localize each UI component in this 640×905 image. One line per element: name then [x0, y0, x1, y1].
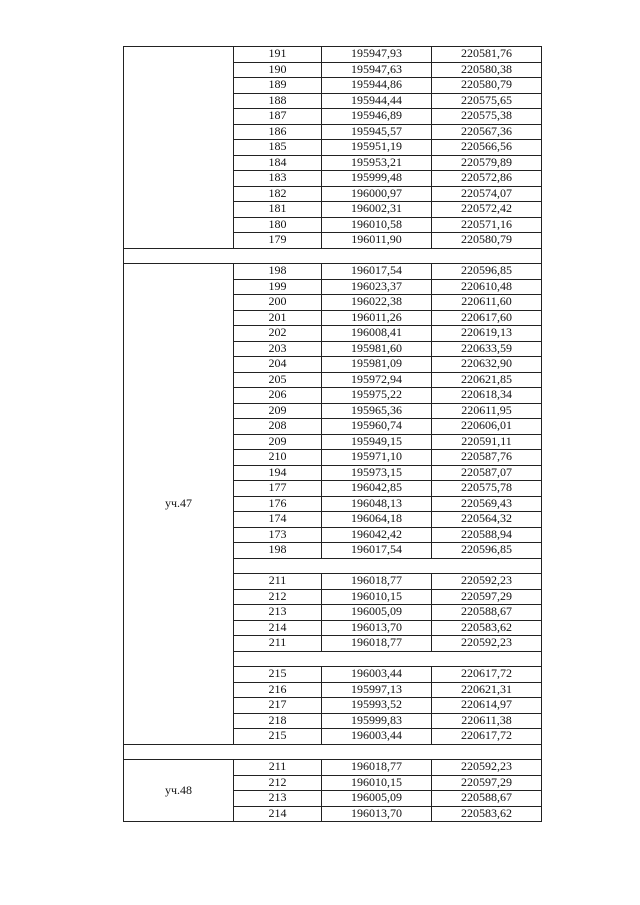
coord-x-cell: 195999,83	[322, 713, 432, 729]
point-number-cell: 206	[234, 388, 322, 404]
point-number-cell: 198	[234, 543, 322, 559]
coord-x-cell: 195975,22	[322, 388, 432, 404]
point-number-cell: 213	[234, 605, 322, 621]
section-label	[124, 47, 234, 249]
coord-y-cell: 220583,62	[432, 806, 542, 822]
point-number-cell: 201	[234, 310, 322, 326]
coord-y-cell: 220597,29	[432, 775, 542, 791]
point-number-cell: 198	[234, 264, 322, 280]
coord-x-cell: 196042,85	[322, 481, 432, 497]
point-number-cell: 215	[234, 667, 322, 683]
coord-y-cell: 220610,48	[432, 279, 542, 295]
coord-y-cell: 220632,90	[432, 357, 542, 373]
point-number-cell: 187	[234, 109, 322, 125]
coord-x-cell: 196048,13	[322, 496, 432, 512]
coord-x-cell: 195971,10	[322, 450, 432, 466]
table-row	[124, 47, 542, 63]
coord-x-cell: 195960,74	[322, 419, 432, 435]
coord-x-cell: 196010,58	[322, 217, 432, 233]
point-number-cell: 188	[234, 93, 322, 109]
blank-cell	[234, 558, 542, 574]
coord-x-cell: 196018,77	[322, 574, 432, 590]
point-number-cell: 211	[234, 636, 322, 652]
coord-y-cell: 220621,85	[432, 372, 542, 388]
table-row	[124, 760, 542, 776]
coord-y-cell: 220596,85	[432, 264, 542, 280]
coord-x-cell: 196011,90	[322, 233, 432, 249]
coord-x-cell: 196023,37	[322, 279, 432, 295]
coord-y-cell: 220564,32	[432, 512, 542, 528]
coord-y-cell: 220592,23	[432, 574, 542, 590]
coord-x-cell: 196002,31	[322, 202, 432, 218]
coord-y-cell: 220572,42	[432, 202, 542, 218]
point-number-cell: 177	[234, 481, 322, 497]
coord-x-cell: 195965,36	[322, 403, 432, 419]
point-number-cell: 203	[234, 341, 322, 357]
coord-y-cell: 220611,60	[432, 295, 542, 311]
coord-x-cell: 195997,13	[322, 682, 432, 698]
coord-y-cell: 220606,01	[432, 419, 542, 435]
coord-x-cell: 195981,60	[322, 341, 432, 357]
coord-x-cell: 196018,77	[322, 636, 432, 652]
coord-y-cell: 220596,85	[432, 543, 542, 559]
coord-y-cell: 220575,65	[432, 93, 542, 109]
coord-y-cell: 220580,79	[432, 233, 542, 249]
coord-y-cell: 220581,76	[432, 47, 542, 63]
coord-x-cell: 195945,57	[322, 124, 432, 140]
coord-y-cell: 220566,56	[432, 140, 542, 156]
coord-y-cell: 220583,62	[432, 620, 542, 636]
coord-y-cell: 220618,34	[432, 388, 542, 404]
coord-y-cell: 220617,72	[432, 667, 542, 683]
coord-x-cell: 196022,38	[322, 295, 432, 311]
point-number-cell: 173	[234, 527, 322, 543]
coord-y-cell: 220611,95	[432, 403, 542, 419]
coord-x-cell: 196010,15	[322, 589, 432, 605]
coord-y-cell: 220569,43	[432, 496, 542, 512]
point-number-cell: 211	[234, 574, 322, 590]
coord-y-cell: 220619,13	[432, 326, 542, 342]
blank-cell	[124, 248, 542, 264]
point-number-cell: 213	[234, 791, 322, 807]
coord-x-cell: 196000,97	[322, 186, 432, 202]
coord-x-cell: 195993,52	[322, 698, 432, 714]
point-number-cell: 209	[234, 403, 322, 419]
coord-x-cell: 195946,89	[322, 109, 432, 125]
coord-y-cell: 220611,38	[432, 713, 542, 729]
point-number-cell: 217	[234, 698, 322, 714]
coord-y-cell: 220614,97	[432, 698, 542, 714]
point-number-cell: 189	[234, 78, 322, 94]
point-number-cell: 214	[234, 806, 322, 822]
point-number-cell: 216	[234, 682, 322, 698]
section-separator-row	[124, 248, 542, 264]
coord-y-cell: 220574,07	[432, 186, 542, 202]
section-label: уч.48	[124, 760, 234, 822]
coord-y-cell: 220617,72	[432, 729, 542, 745]
coord-x-cell: 196017,54	[322, 543, 432, 559]
section-separator-row	[124, 744, 542, 760]
point-number-cell: 184	[234, 155, 322, 171]
coord-x-cell: 195972,94	[322, 372, 432, 388]
point-number-cell: 212	[234, 775, 322, 791]
point-number-cell: 209	[234, 434, 322, 450]
coord-y-cell: 220617,60	[432, 310, 542, 326]
coord-x-cell: 196005,09	[322, 791, 432, 807]
coord-x-cell: 195947,63	[322, 62, 432, 78]
point-number-cell: 191	[234, 47, 322, 63]
point-number-cell: 199	[234, 279, 322, 295]
point-number-cell: 186	[234, 124, 322, 140]
coord-x-cell: 196013,70	[322, 620, 432, 636]
point-number-cell: 200	[234, 295, 322, 311]
coord-x-cell: 196017,54	[322, 264, 432, 280]
coord-y-cell: 220633,59	[432, 341, 542, 357]
point-number-cell: 210	[234, 450, 322, 466]
coord-y-cell: 220580,79	[432, 78, 542, 94]
coord-y-cell: 220592,23	[432, 636, 542, 652]
blank-cell	[124, 744, 542, 760]
point-number-cell: 190	[234, 62, 322, 78]
coord-y-cell: 220621,31	[432, 682, 542, 698]
point-number-cell: 176	[234, 496, 322, 512]
coord-x-cell: 195947,93	[322, 47, 432, 63]
point-number-cell: 179	[234, 233, 322, 249]
coord-x-cell: 196010,15	[322, 775, 432, 791]
coord-x-cell: 195944,86	[322, 78, 432, 94]
coord-x-cell: 196064,18	[322, 512, 432, 528]
section-label: уч.47	[124, 264, 234, 745]
coord-x-cell: 195951,19	[322, 140, 432, 156]
point-number-cell: 183	[234, 171, 322, 187]
coord-x-cell: 196013,70	[322, 806, 432, 822]
coord-y-cell: 220579,89	[432, 155, 542, 171]
coord-x-cell: 195981,09	[322, 357, 432, 373]
point-number-cell: 174	[234, 512, 322, 528]
coord-x-cell: 196018,77	[322, 760, 432, 776]
point-number-cell: 211	[234, 760, 322, 776]
coord-x-cell: 195949,15	[322, 434, 432, 450]
coord-y-cell: 220588,94	[432, 527, 542, 543]
coord-y-cell: 220588,67	[432, 791, 542, 807]
coord-y-cell: 220567,36	[432, 124, 542, 140]
coord-y-cell: 220575,38	[432, 109, 542, 125]
point-number-cell: 214	[234, 620, 322, 636]
point-number-cell: 202	[234, 326, 322, 342]
coord-x-cell: 196008,41	[322, 326, 432, 342]
coord-x-cell: 196003,44	[322, 667, 432, 683]
coord-y-cell: 220575,78	[432, 481, 542, 497]
table-row	[124, 264, 542, 280]
coord-y-cell: 220571,16	[432, 217, 542, 233]
point-number-cell: 204	[234, 357, 322, 373]
point-number-cell: 215	[234, 729, 322, 745]
point-number-cell: 205	[234, 372, 322, 388]
point-number-cell: 181	[234, 202, 322, 218]
coord-x-cell: 195953,21	[322, 155, 432, 171]
point-number-cell: 218	[234, 713, 322, 729]
coord-y-cell: 220587,76	[432, 450, 542, 466]
coord-x-cell: 195999,48	[322, 171, 432, 187]
coordinates-table-body	[124, 47, 542, 822]
point-number-cell: 194	[234, 465, 322, 481]
point-number-cell: 180	[234, 217, 322, 233]
point-number-cell: 182	[234, 186, 322, 202]
coord-y-cell: 220572,86	[432, 171, 542, 187]
coordinates-table	[123, 46, 542, 822]
coord-x-cell: 195973,15	[322, 465, 432, 481]
coord-x-cell: 196011,26	[322, 310, 432, 326]
coord-y-cell: 220587,07	[432, 465, 542, 481]
coord-y-cell: 220592,23	[432, 760, 542, 776]
point-number-cell: 212	[234, 589, 322, 605]
coord-y-cell: 220580,38	[432, 62, 542, 78]
point-number-cell: 208	[234, 419, 322, 435]
coord-y-cell: 220597,29	[432, 589, 542, 605]
coord-y-cell: 220588,67	[432, 605, 542, 621]
coord-x-cell: 196005,09	[322, 605, 432, 621]
point-number-cell: 185	[234, 140, 322, 156]
coord-x-cell: 196003,44	[322, 729, 432, 745]
coord-y-cell: 220591,11	[432, 434, 542, 450]
coord-x-cell: 195944,44	[322, 93, 432, 109]
blank-cell	[234, 651, 542, 667]
coord-x-cell: 196042,42	[322, 527, 432, 543]
